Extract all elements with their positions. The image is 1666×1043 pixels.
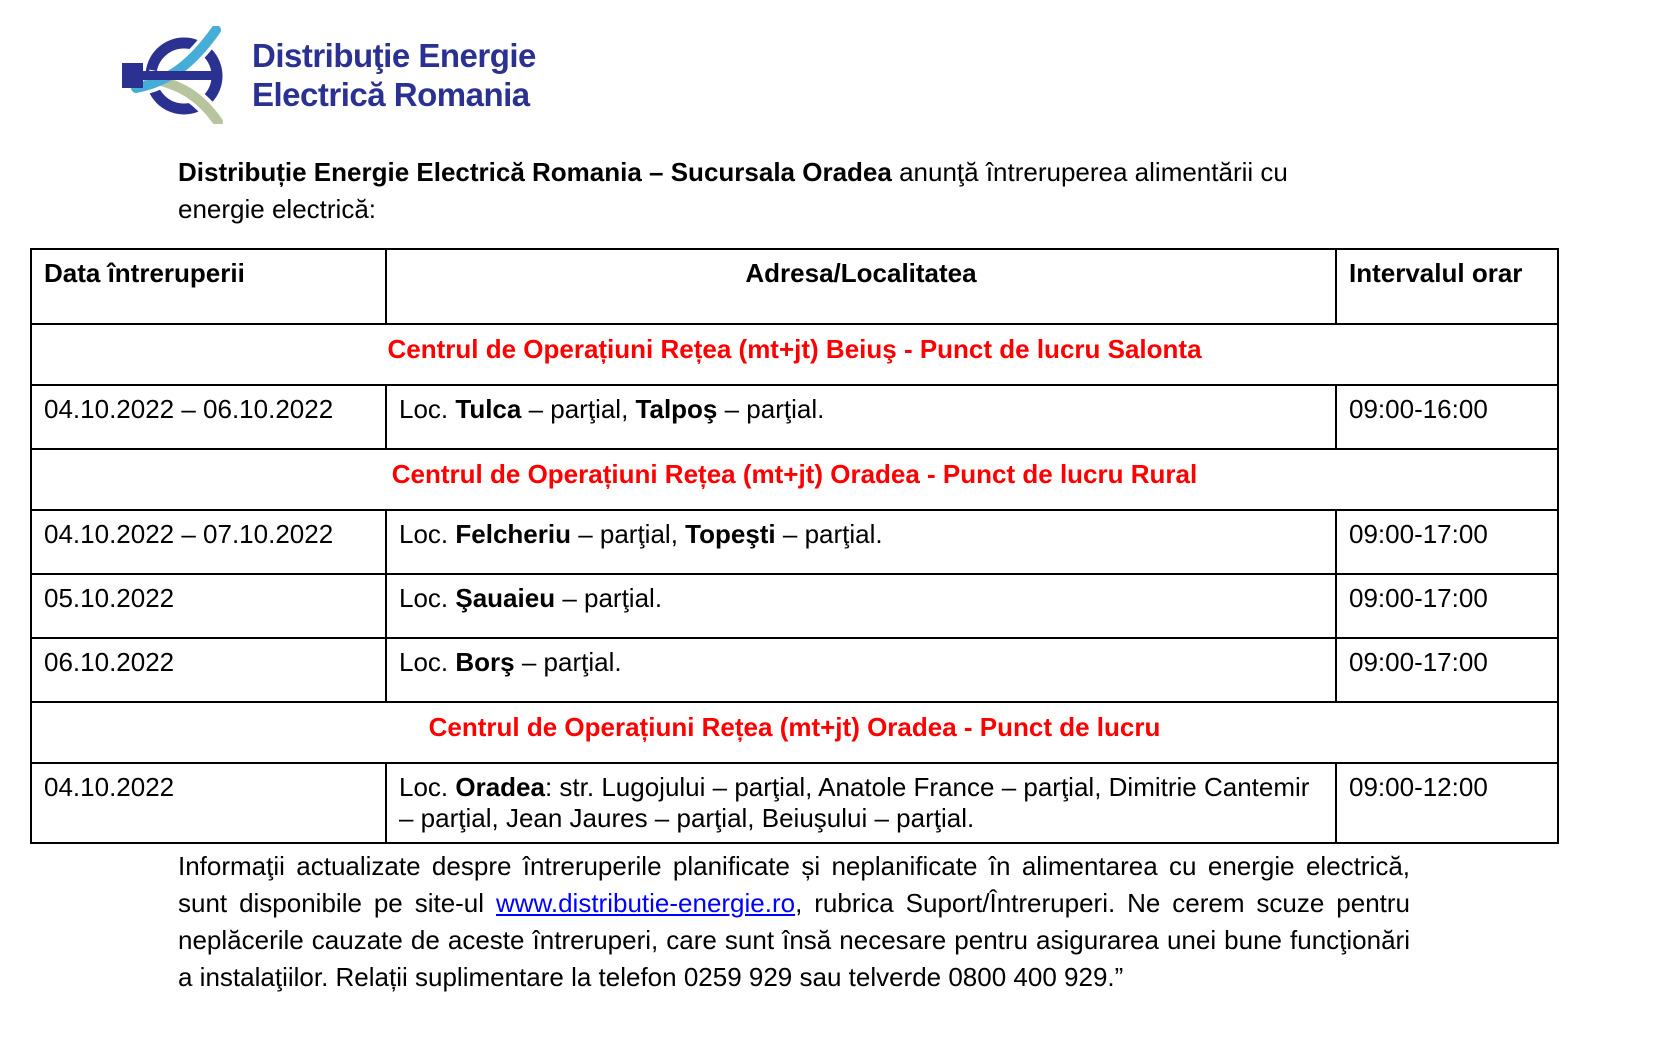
section-header: Centrul de Operațiuni Rețea (mt+jt) Oradea - Punct de lucru: [31, 702, 1558, 763]
outage-date: 04.10.2022: [31, 763, 386, 843]
outage-interval: 09:00-16:00: [1336, 385, 1558, 449]
outage-address: Loc. Tulca – parţial, Talpoş – parţial.: [386, 385, 1336, 449]
section-header-row: [31, 324, 1558, 385]
outage-row: [31, 638, 1558, 702]
outage-date: 04.10.2022 – 06.10.2022: [31, 385, 386, 449]
section-header: Centrul de Operațiuni Rețea (mt+jt) Beiuş - Punct de lucru Salonta: [31, 324, 1558, 385]
column-header-date: Data întreruperii: [31, 249, 386, 324]
outage-row: [31, 385, 1558, 449]
outage-address: Loc. Borş – parţial.: [386, 638, 1336, 702]
distributie-energie-logo-icon: [122, 26, 236, 124]
outage-date: 04.10.2022 – 07.10.2022: [31, 510, 386, 574]
section-header-row: [31, 449, 1558, 510]
column-header-interval: Intervalul orar: [1336, 249, 1558, 324]
section-header-row: [31, 702, 1558, 763]
company-name: [252, 36, 536, 114]
table-body: [31, 324, 1558, 843]
column-header-address: Adresa/Localitatea: [386, 249, 1336, 324]
outage-address: Loc. Şauaieu – parţial.: [386, 574, 1336, 638]
outage-date: 06.10.2022: [31, 638, 386, 702]
outage-row: [31, 574, 1558, 638]
outage-interval: 09:00-17:00: [1336, 574, 1558, 638]
outage-address: Loc. Oradea: str. Lugojului – parţial, Anatole France – parţial, Dimitrie Cantemir – parţial, Jean Jaures – parţial, Beiuşului – parţial.: [386, 763, 1336, 843]
company-name-line1: Distribuţie Energie: [252, 37, 536, 74]
section-header: Centrul de Operațiuni Rețea (mt+jt) Oradea - Punct de lucru Rural: [31, 449, 1558, 510]
website-link[interactable]: www.distributie-energie.ro: [495, 888, 796, 918]
outage-address: Loc. Felcheriu – parţial, Topeşti – parţial.: [386, 510, 1336, 574]
outage-interval: 09:00-12:00: [1336, 763, 1558, 843]
announcement-intro: Distribuție Energie Electrică Romania – Sucursala Oradea anunţă întreruperea alimentării cu energie electrică:: [178, 157, 1288, 224]
company-logo: [122, 26, 1666, 124]
outage-interval: 09:00-17:00: [1336, 638, 1558, 702]
table-header-row: [31, 249, 1558, 324]
footer-note: Informaţii actualizate despre întreruperile planificate și neplanificate în alimentarea cu energie electrică, sunt disponibile pe site-ul www.distributie-energie.ro, rubrica Suport/Întreruperi. Ne cerem scuze pentru neplăcerile cauzate de aceste întreruperi, care sunt însă necesare pentru asigurarea unei bune funcţionări a instalaţiilor. Relații suplimentare la telefon 0259 929 sau telverde 0800 400 929.”: [178, 851, 1410, 992]
company-name-line2: Electrică Romania: [252, 76, 530, 113]
outage-row: [31, 510, 1558, 574]
outage-date: 05.10.2022: [31, 574, 386, 638]
outage-row: [31, 763, 1558, 843]
outages-table: [30, 248, 1559, 844]
outage-interval: 09:00-17:00: [1336, 510, 1558, 574]
